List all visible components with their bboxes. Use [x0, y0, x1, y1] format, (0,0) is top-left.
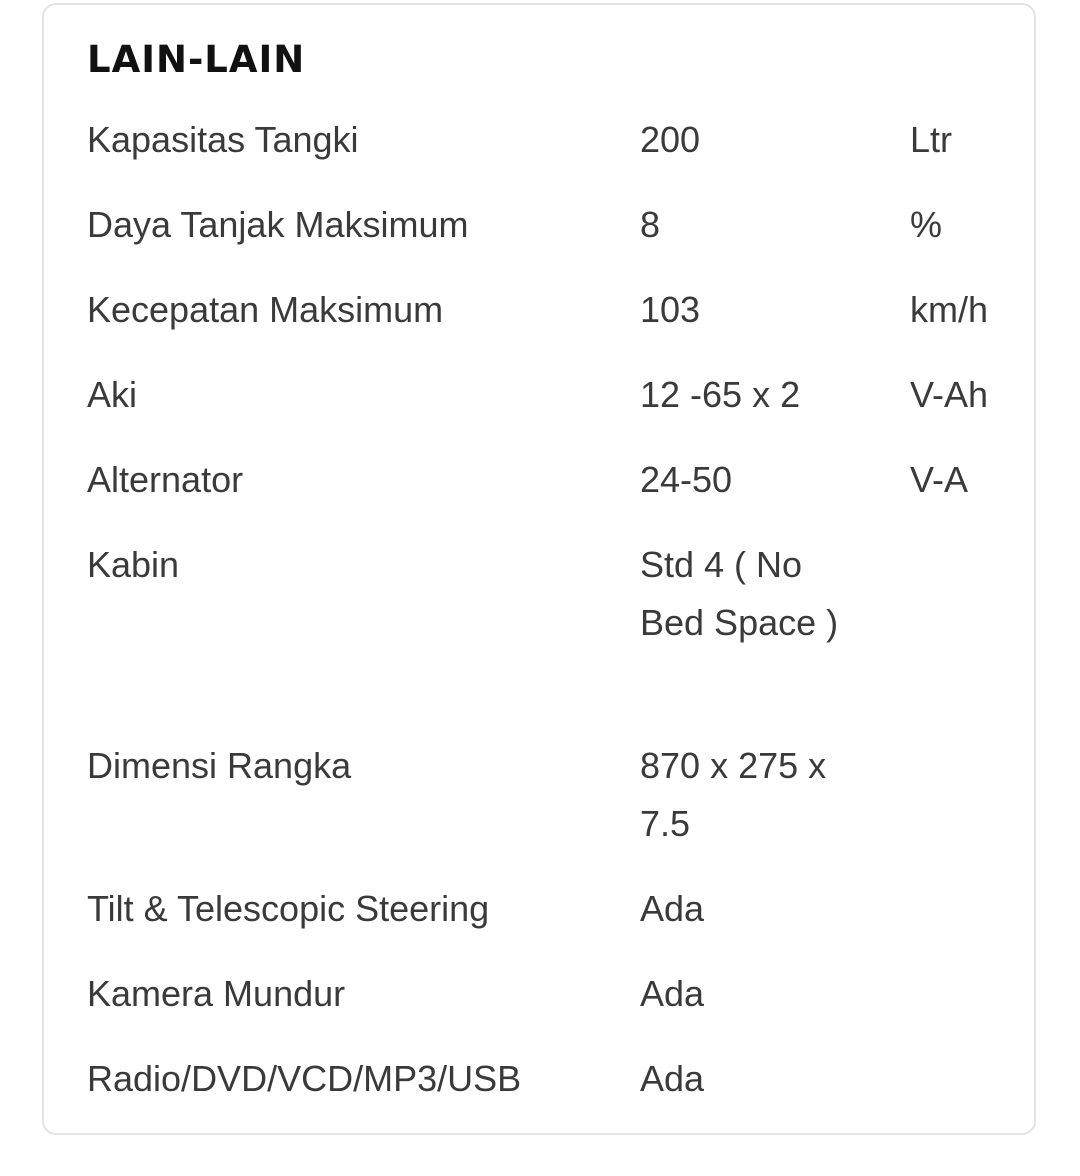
spec-value: Ada	[640, 973, 705, 1014]
spec-label: Kamera Mundur	[87, 973, 346, 1014]
section-title: LAIN-LAIN	[87, 38, 306, 81]
spec-value: 200	[640, 119, 701, 160]
spec-label: Tilt & Telescopic Steering	[87, 888, 490, 929]
spec-label: Dimensi Rangka	[87, 745, 352, 786]
spec-unit: V-Ah	[910, 374, 989, 415]
spec-label: Aki	[87, 374, 138, 415]
spec-value: Ada	[640, 888, 705, 929]
spec-value: Ada	[640, 1058, 705, 1099]
spec-label: Kecepatan Maksimum	[87, 289, 444, 330]
spec-value: 870 x 275 x 7.5	[640, 745, 827, 844]
spec-unit: V-A	[910, 459, 969, 500]
spec-value: Std 4 ( No Bed Space )	[640, 544, 839, 643]
spec-unit: %	[910, 204, 943, 245]
spec-label: Kabin	[87, 544, 180, 585]
spec-label: Radio/DVD/VCD/MP3/USB	[87, 1058, 522, 1099]
spec-card	[42, 3, 1036, 1135]
spec-label: Alternator	[87, 459, 244, 500]
spec-label: Kapasitas Tangki	[87, 119, 359, 160]
spec-label: Daya Tanjak Maksimum	[87, 204, 469, 245]
spec-value: 8	[640, 204, 661, 245]
spec-value: 12 -65 x 2	[640, 374, 801, 415]
spec-value: 103	[640, 289, 701, 330]
spec-unit: km/h	[910, 289, 989, 330]
spec-value: 24-50	[640, 459, 733, 500]
spec-unit: Ltr	[910, 119, 953, 160]
